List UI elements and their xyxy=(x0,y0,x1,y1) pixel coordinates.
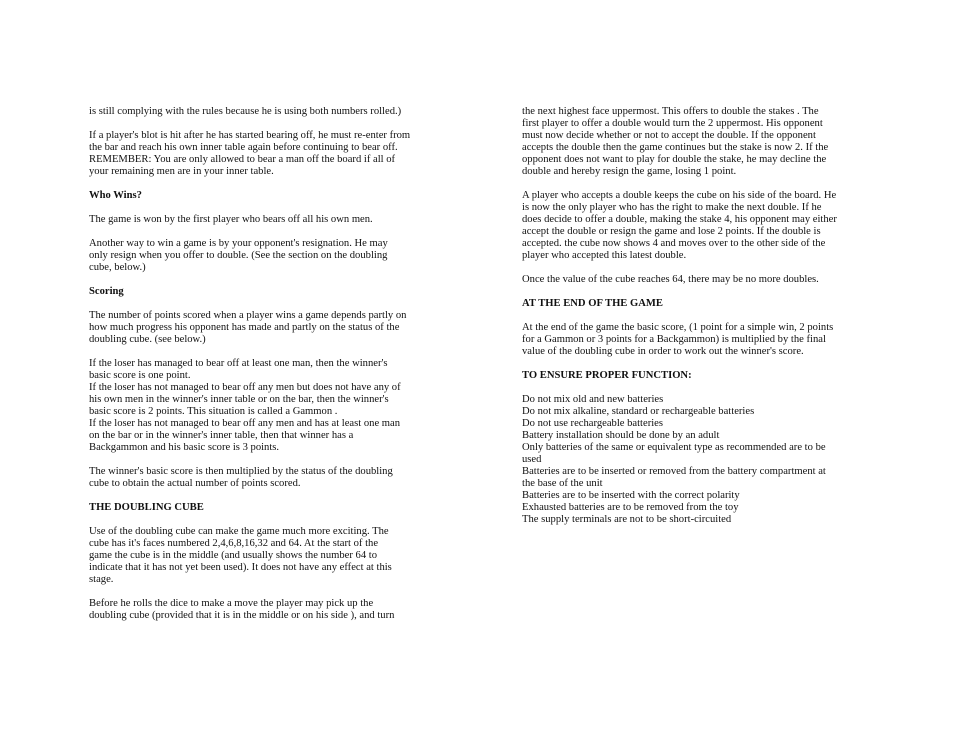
text-line: is still complying with the rules because he is using both numbers rolled.) xyxy=(89,106,402,117)
text-line: The winner's basic score is then multiplied by the status of the doubling xyxy=(89,466,393,477)
text-line: used xyxy=(522,454,542,465)
section-heading: THE DOUBLING CUBE xyxy=(89,502,204,513)
section-heading: TO ENSURE PROPER FUNCTION: xyxy=(522,370,692,381)
text-line: Do not mix alkaline, standard or rechargeable batteries xyxy=(522,406,755,417)
text-line: Before he rolls the dice to make a move the player may pick up the xyxy=(89,598,374,609)
text-line: doubling cube. (see below.) xyxy=(89,334,206,345)
text-line: basic score is one point. xyxy=(89,370,191,381)
left-column xyxy=(89,106,434,634)
text-line: Use of the doubling cube can make the game much more exciting. The xyxy=(89,526,389,537)
paragraph xyxy=(89,238,434,274)
text-line: REMEMBER: You are only allowed to bear a man off the board if all of xyxy=(89,154,396,165)
right-column xyxy=(522,106,867,538)
paragraph xyxy=(89,598,434,622)
text-line: must now decide whether or not to accept the double. If the opponent xyxy=(522,130,816,141)
text-line: opponent does not want to play for double the stake, he may decline the xyxy=(522,154,827,165)
text-line: first player to offer a double would turn the 2 uppermost. His opponent xyxy=(522,118,823,129)
text-line: accepts the double then the game continues but the stake is now 2. If the xyxy=(522,142,829,153)
paragraph xyxy=(89,526,434,586)
section-heading: Scoring xyxy=(89,286,124,297)
text-line: The number of points scored when a player wins a game depends partly on xyxy=(89,310,407,321)
text-line: If the loser has managed to bear off at least one man, then the winner's xyxy=(89,358,388,369)
text-line: how much progress his opponent has made and partly on the status of the xyxy=(89,322,400,333)
text-line: basic score is 2 points. This situation is called a Gammon . xyxy=(89,406,338,417)
text-line: the next highest face uppermost. This offers to double the stakes . The xyxy=(522,106,819,117)
paragraph xyxy=(89,130,434,178)
text-line: Battery installation should be done by an adult xyxy=(522,430,720,441)
text-line: Batteries are to be inserted or removed from the battery compartment at xyxy=(522,466,826,477)
text-line: double and hereby resign the game, losing 1 point. xyxy=(522,166,737,177)
section-heading: AT THE END OF THE GAME xyxy=(522,298,663,309)
paragraph xyxy=(89,466,434,490)
text-line: At the end of the game the basic score, (1 point for a simple win, 2 points xyxy=(522,322,834,333)
text-line: Do not mix old and new batteries xyxy=(522,394,664,405)
text-line: for a Gammon or 3 points for a Backgammon) is multiplied by the final xyxy=(522,334,826,345)
text-line: A player who accepts a double keeps the cube on his side of the board. He xyxy=(522,190,837,201)
text-line: The supply terminals are not to be short-circuited xyxy=(522,514,732,525)
text-line: stage. xyxy=(89,574,114,585)
text-line: the base of the unit xyxy=(522,478,603,489)
paragraph xyxy=(89,106,434,118)
text-line: Once the value of the cube reaches 64, there may be no more doubles. xyxy=(522,274,819,285)
paragraph xyxy=(522,274,867,286)
text-line: cube has it's faces numbered 2,4,6,8,16,32 and 64. At the start of the xyxy=(89,538,379,549)
text-line: doubling cube (provided that it is in the middle or on his side ), and turn xyxy=(89,610,395,621)
text-line: If a player's blot is hit after he has started bearing off, he must re-enter from xyxy=(89,130,411,141)
text-line: Only batteries of the same or equivalent type as recommended are to be xyxy=(522,442,826,453)
text-line: player who accepted this latest double. xyxy=(522,250,687,261)
paragraph xyxy=(89,214,434,226)
text-line: his own men in the winner's inner table or on the bar, then the winner's xyxy=(89,394,389,405)
text-line: The game is won by the first player who bears off all his own men. xyxy=(89,214,373,225)
text-line: accepted. the cube now shows 4 and moves over to the other side of the xyxy=(522,238,826,249)
paragraph xyxy=(522,106,867,178)
text-line: cube, below.) xyxy=(89,262,146,273)
text-line: accept the double or resign the game and lose 2 points. If the double is xyxy=(522,226,821,237)
text-line: only resign when you offer to double. (See the section on the doubling xyxy=(89,250,388,261)
text-line: indicate that it has not yet been used). It does not have any effect at this xyxy=(89,562,392,573)
paragraph xyxy=(89,310,434,346)
text-line: value of the doubling cube in order to work out the winner's score. xyxy=(522,346,804,357)
text-line: Another way to win a game is by your opponent's resignation. He may xyxy=(89,238,388,249)
text-line: on the bar or in the winner's inner table, then that winner has a xyxy=(89,430,354,441)
text-line: Exhausted batteries are to be removed from the toy xyxy=(522,502,739,513)
text-line: the bar and reach his own inner table again before continuing to bear off. xyxy=(89,142,398,153)
paragraph xyxy=(522,190,867,262)
text-line: If the loser has not managed to bear off any men but does not have any of xyxy=(89,382,401,393)
section-heading: Who Wins? xyxy=(89,190,142,201)
text-line: cube to obtain the actual number of points scored. xyxy=(89,478,301,489)
text-line: Batteries are to be inserted with the correct polarity xyxy=(522,490,740,501)
paragraph xyxy=(522,322,867,358)
paragraph xyxy=(89,358,434,454)
text-line: Backgammon and his basic score is 3 points. xyxy=(89,442,280,453)
text-line: is now the only player who has the right to make the next double. If he xyxy=(522,202,822,213)
text-line: If the loser has not managed to bear off any men and has at least one man xyxy=(89,418,401,429)
text-line: does decide to offer a double, making the stake 4, his opponent may either xyxy=(522,214,837,225)
text-line: Do not use rechargeable batteries xyxy=(522,418,663,429)
battery-instructions xyxy=(522,394,867,526)
text-line: your remaining men are in your inner table. xyxy=(89,166,274,177)
text-line: game the cube is in the middle (and usually shows the number 64 to xyxy=(89,550,378,561)
